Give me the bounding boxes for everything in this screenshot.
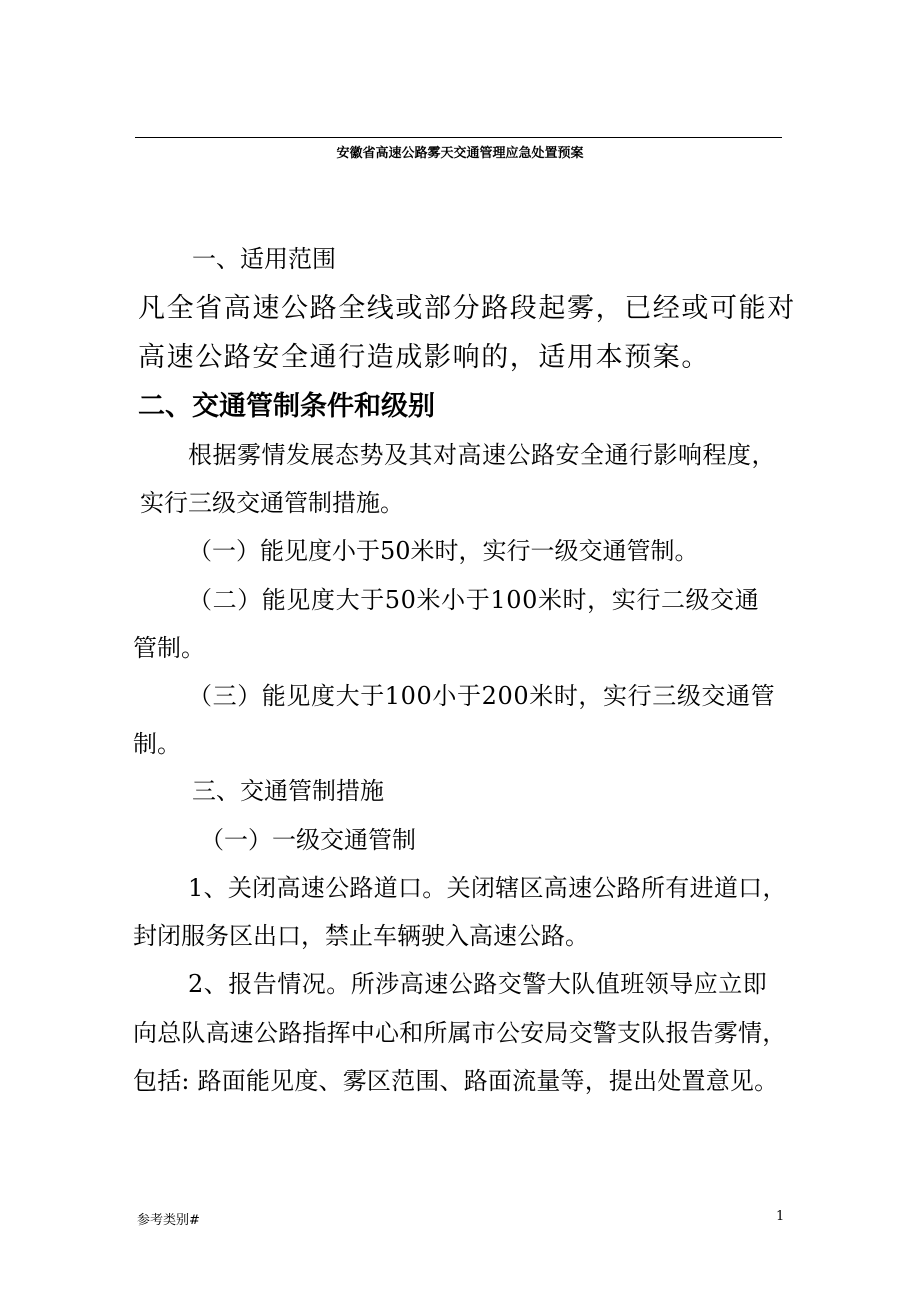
section-2-item-1: （一）能见度小于50米时，实行一级交通管制。 [188, 537, 699, 565]
document-title: 安徽省高速公路雾天交通管理应急处置预案 [336, 146, 584, 161]
section-3-paragraph-2-line-1: 2、报告情况。所涉高速公路交警大队值班领导应立即 [188, 970, 768, 998]
section-2-heading: 二、交通管制条件和级别 [138, 391, 435, 422]
section-2-paragraph-line-2: 实行三级交通管制措施。 [140, 489, 404, 517]
section-1-paragraph-line-1: 凡全省高速公路全线或部分路段起雾，已经或可能对 [138, 293, 796, 324]
section-2-item-3-line-1: （三）能见度大于100小于200米时，实行三级交通管 [188, 682, 776, 710]
page-number: 1 [776, 1209, 785, 1224]
section-2-item-2-line-1: （二）能见度大于50米小于100米时，实行二级交通 [188, 586, 760, 614]
section-3-paragraph-2-line-2: 向总队高速公路指挥中心和所属市公安局交警支队报告雾情， [133, 1019, 787, 1047]
header-divider [135, 137, 782, 138]
section-3-subheading-1: （一）一级交通管制 [200, 826, 416, 854]
section-3-paragraph-1-line-1: 1、关闭高速公路道口。关闭辖区高速公路所有进道口， [188, 874, 787, 902]
section-3-paragraph-2-line-3: 包括: 路面能见度、雾区范围、路面流量等，提出处置意见。 [133, 1067, 779, 1095]
section-2-paragraph-line-1: 根据雾情发展态势及其对高速公路安全通行影响程度， [188, 441, 776, 469]
section-1-heading: 一、适用范围 [192, 245, 336, 273]
section-2-item-2-line-2: 管制。 [133, 634, 205, 662]
section-3-heading: 三、交通管制措施 [192, 777, 384, 805]
section-1-paragraph-line-2: 高速公路安全通行造成影响的，适用本预案。 [138, 342, 710, 373]
section-2-item-3-line-2: 制。 [133, 730, 181, 758]
section-3-paragraph-1-line-2: 封闭服务区出口，禁止车辆驶入高速公路。 [133, 922, 589, 950]
footer-category: 参考类别# [137, 1213, 200, 1228]
